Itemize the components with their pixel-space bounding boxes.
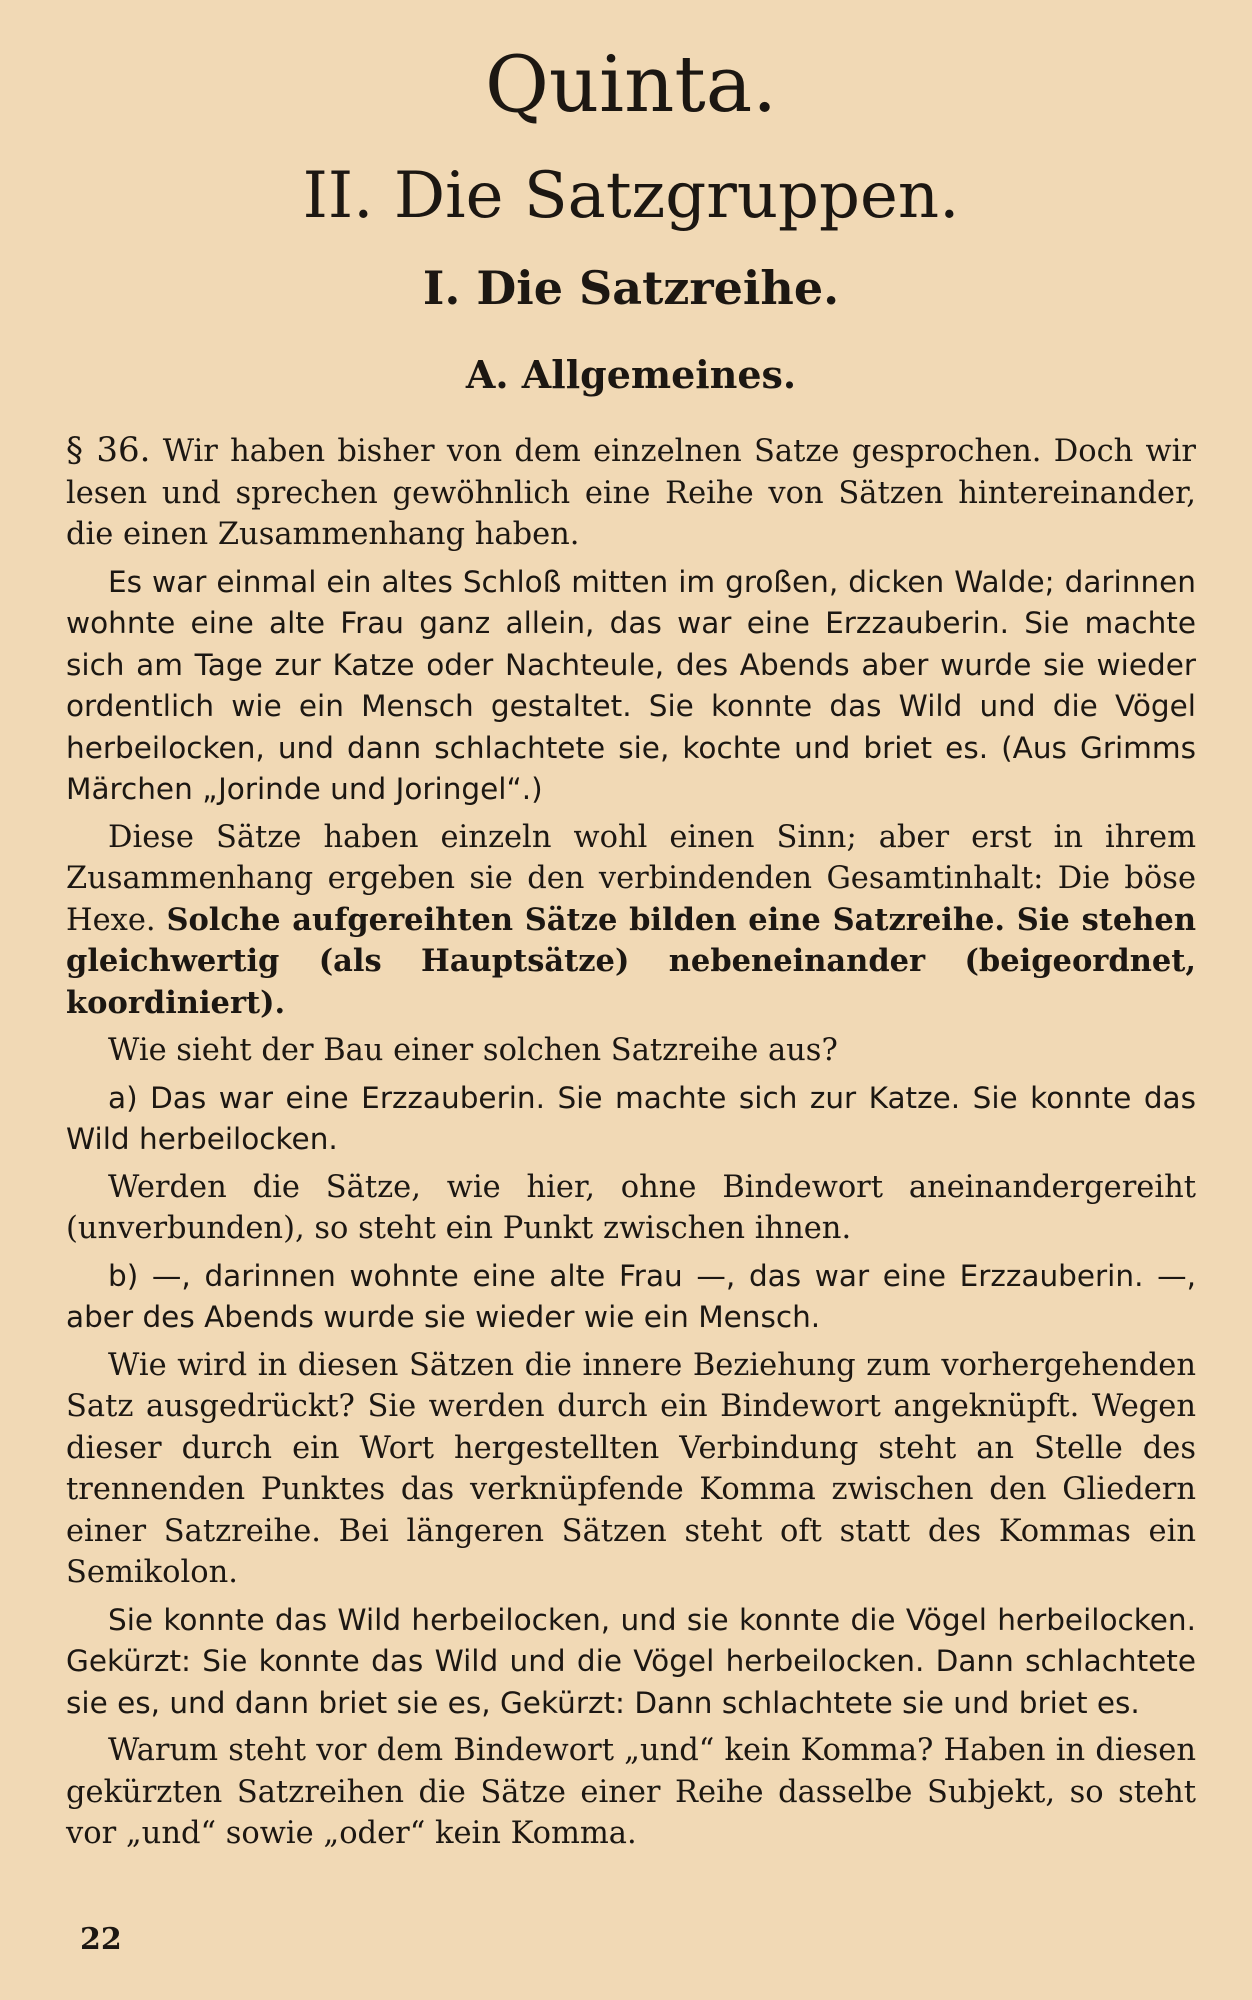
rule-unverbunden: Werden die Sätze, wie hier, ohne Bindewort aneinandergereiht (unverbunden), so steht ein Punkt zwischen ihnen. [66, 1169, 1196, 1246]
example-text-block: Es war einmal ein altes Schloß mitten im großen, dicken Walde; darinnen wohnte eine alte Frau ganz allein, das war eine Erzzauberin. Sie machte sich am Tage zur Katze oder Nachteule, des Abends aber wurde sie wieder ordentlich wie ein Mensch gestaltet. Sie konnte das Wild und die Vögel herbeilocken, und dann schlachtete sie, kochte und briet es. (Aus Grimms Märchen „Jorinde und Joringel“.) [66, 564, 1196, 806]
book-section-title: Quinta. [484, 40, 777, 130]
paragraph-36-text: Wir haben bisher von dem einzelnen Satze gesprochen. Doch wir lesen und sprechen gewöhnlich eine Reihe von Sätzen hintereinander, die einen Zusammenhang haben. [66, 434, 1196, 552]
rule-bold-text: Solche aufgereihten Sätze bilden eine Satzreihe. Sie stehen gleichwertig (als Hauptsätze) nebeneinander (beigeordnet, koordiniert). [66, 901, 1196, 1021]
rule-komma-question: Warum steht vor dem Bindewort „und“ kein Komma? Haben in diesen gekürzten Satzreihen die Sätze einer Reihe dasselbe Subjekt, so steht vor „und“ sowie „oder“ kein Komma. [66, 1733, 1196, 1851]
example-b: b) —, darinnen wohnte eine alte Frau —, das war eine Erzzauberin. —, aber des Abends wurde sie wieder wie ein Mensch. [66, 1258, 1196, 1334]
question-paragraph: Wie sieht der Bau einer solchen Satzreihe aus? [108, 1033, 838, 1068]
explanation-text: Diese Sätze haben einzeln wohl einen Sinn; aber erst in ihrem Zusammenhang ergeben sie den verbindenden Gesamtinhalt: Die böse Hexe. [66, 819, 1196, 938]
example-gekuerzt: Sie konnte das Wild herbeilocken, und sie konnte die Vögel herbeilocken. Gekürzt: Sie konnte das Wild und die Vögel herbeilocken. Dann schlachtete sie es, und dann briet sie es, Gekürzt: Dann schlachtete sie und briet es. [66, 1602, 1196, 1720]
paragraph-36 [66, 430, 1196, 556]
rule-verbunden: Wie wird in diesen Sätzen die innere Beziehung zum vorhergehenden Satz ausgedrückt? Sie werden durch ein Bindewort angeknüpft. Wegen dieser durch ein Wort hergestellten Verbindung steht an Stelle des trennenden Punktes das verknüpfende Komma zwischen den Gliedern einer Satzreihe. Bei längeren Sätzen steht oft statt des Kommas ein Semikolon. [66, 1347, 1196, 1590]
paragraph-number: § 36. [66, 430, 151, 470]
subsection-title: A. Allgemeines. [465, 352, 797, 397]
example-a: a) Das war eine Erzzauberin. Sie machte sich zur Katze. Sie konnte das Wild herbeilocken. [66, 1080, 1196, 1156]
section-title: I. Die Satzreihe. [422, 261, 840, 315]
chapter-title: II. Die Satzgruppen. [302, 159, 960, 233]
page-number: 22 [80, 1922, 122, 1957]
page-body [66, 430, 1196, 1855]
explanation-paragraph [66, 817, 1196, 1025]
